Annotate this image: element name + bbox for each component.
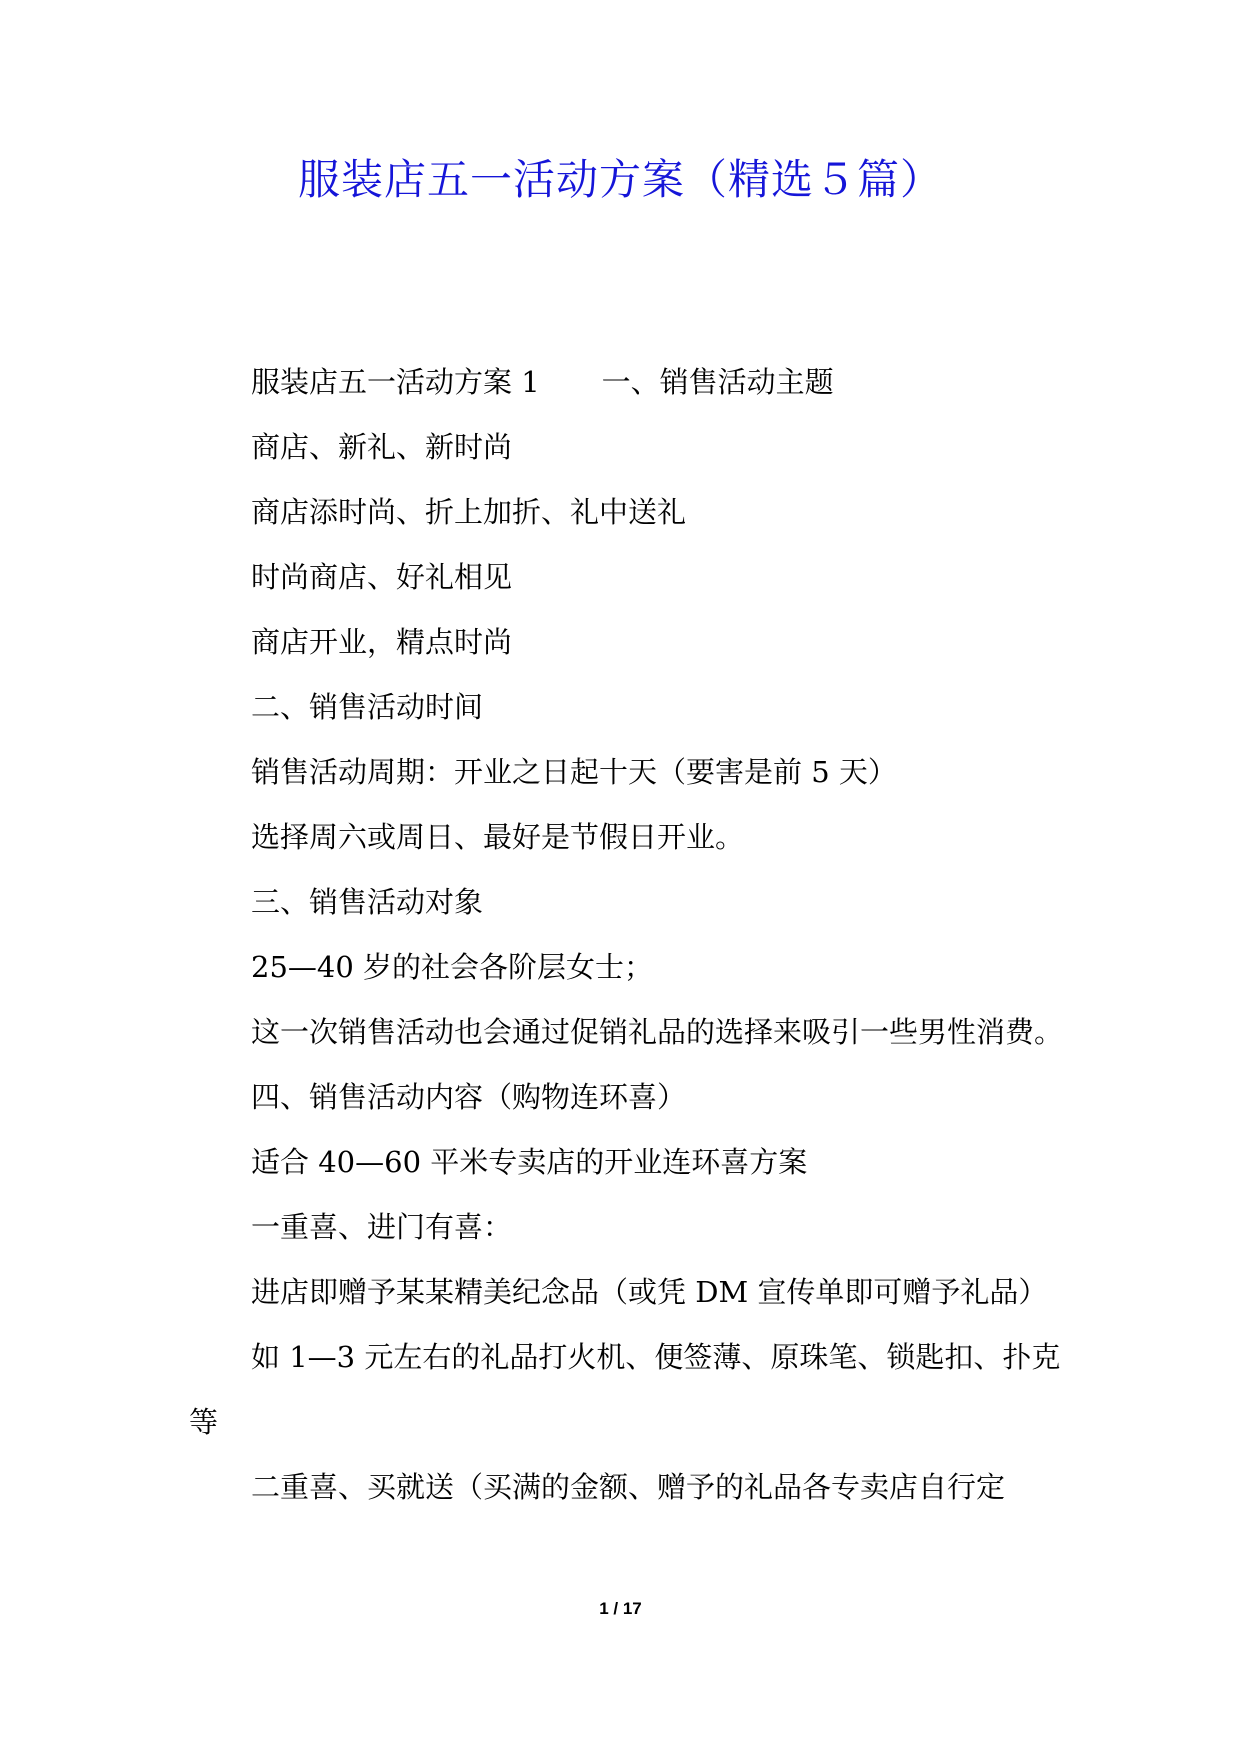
first-line xyxy=(189,350,1069,415)
paragraph: 如 1—3 元左右的礼品打火机、便签薄、原珠笔、锁匙扣、扑克等 xyxy=(189,1340,1061,1439)
paragraph: 二重喜、买就送（买满的金额、赠予的礼品各专卖店自行定 xyxy=(251,1470,1006,1504)
section-heading-audience: 三、销售活动对象 xyxy=(251,885,484,919)
section-heading-theme: 一、销售活动主题 xyxy=(601,365,834,399)
paragraph: 时尚商店、好礼相见 xyxy=(251,560,513,594)
paragraph: 商店、新礼、新时尚 xyxy=(251,430,513,464)
paragraph: 适合 40—60 平米专卖店的开业连环喜方案 xyxy=(251,1145,808,1179)
paragraph: 商店添时尚、折上加折、礼中送礼 xyxy=(251,495,687,529)
paragraph: 商店开业，精点时尚 xyxy=(251,625,513,659)
document-body xyxy=(189,350,1069,1520)
paragraph: 一重喜、进门有喜： xyxy=(251,1210,513,1244)
paragraph: 25—40 岁的社会各阶层女士； xyxy=(251,950,654,984)
paragraph: 进店即赠予某某精美纪念品（或凭 DM 宣传单即可赠予礼品） xyxy=(251,1275,1048,1309)
section-heading-plan-1: 服装店五一活动方案 1 xyxy=(251,365,540,399)
section-heading-time: 二、销售活动时间 xyxy=(251,690,484,724)
paragraph: 选择周六或周日、最好是节假日开业。 xyxy=(251,820,745,854)
page-number: 1 / 17 xyxy=(599,1599,642,1618)
paragraph: 这一次销售活动也会通过促销礼品的选择来吸引一些男性消费。 xyxy=(251,1015,1064,1049)
section-heading-content: 四、销售活动内容（购物连环喜） xyxy=(251,1080,687,1114)
document-title: 服装店五一活动方案（精选５篇） xyxy=(297,155,943,204)
paragraph: 销售活动周期：开业之日起十天（要害是前 5 天） xyxy=(251,755,897,789)
